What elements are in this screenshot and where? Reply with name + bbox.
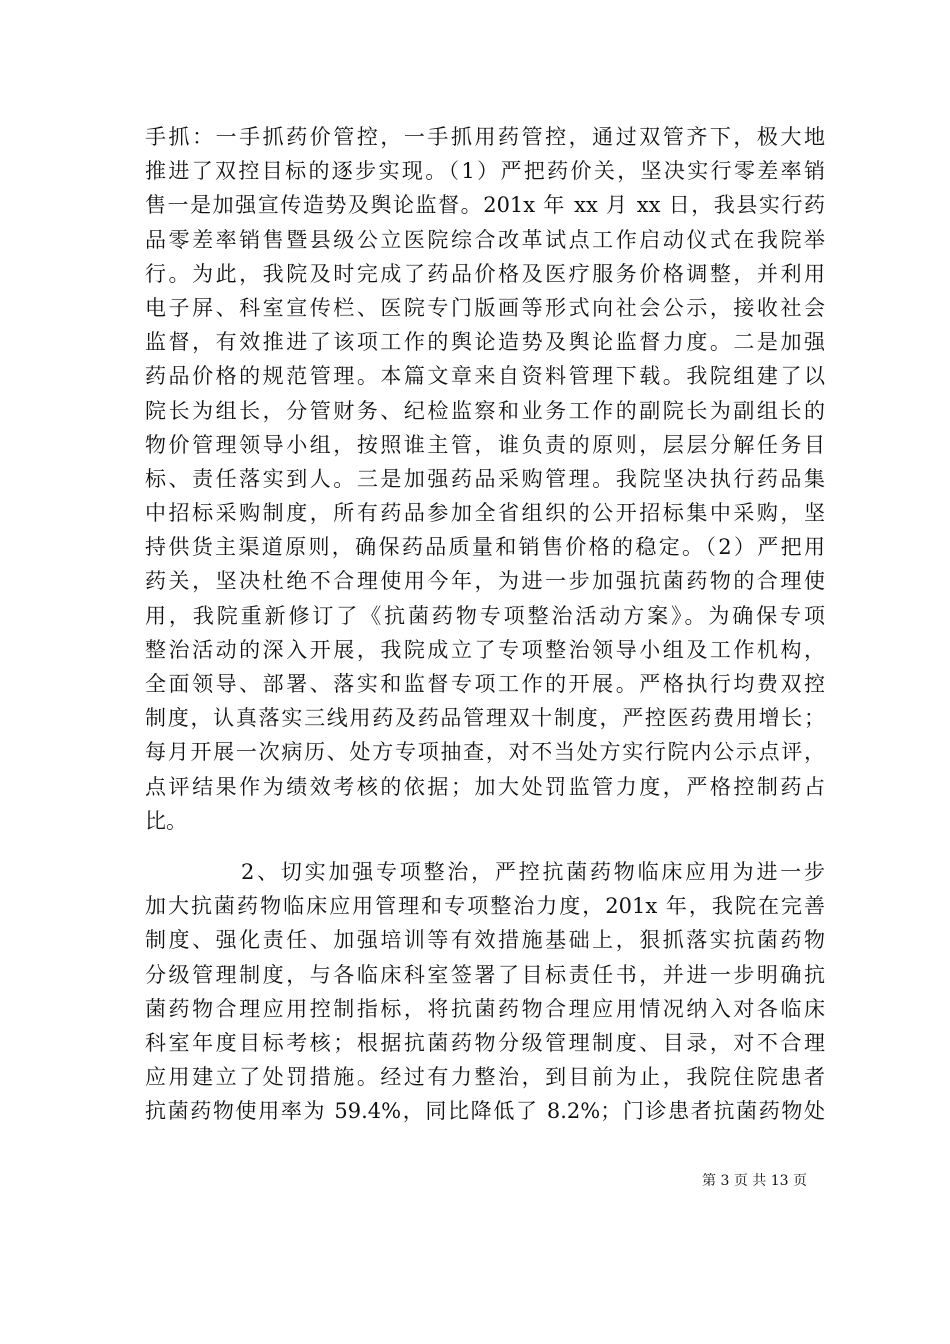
text-line: 用，我院重新修订了《抗菌药物专项整治活动方案》。为确保专项 [145,603,825,628]
text-line: 菌药物合理应用控制指标，将抗菌药物合理应用情况纳入对各临床 [145,996,825,1021]
paragraph-spacer [145,838,825,855]
text-line: 应用建立了处罚措施。经过有力整治，到目前为止，我院住院患者 [145,1065,825,1090]
body-text [145,120,825,1128]
text-line: 制度，认真落实三线用药及药品管理双十制度，严控医药费用增长； [145,706,825,731]
page-number-footer: 第 3 页 共 13 页 [702,1173,807,1189]
text-line: 抗菌药物使用率为 59.4%，同比降低了 8.2%；门诊患者抗菌药物处 [145,1099,825,1124]
text-line: 售一是加强宣传造势及舆论监督。201x 年 xx 月 xx 日，我县实行药 [145,193,825,218]
text-line: 院长为组长，分管财务、纪检监察和业务工作的副院长为副组长的 [145,398,825,423]
text-line: 持供货主渠道原则，确保药品质量和销售价格的稳定。（2）严把用 [145,535,825,560]
text-line: 物价管理领导小组，按照谁主管，谁负责的原则，层层分解任务目 [145,432,825,457]
text-line: 电子屏、科室宣传栏、医院专门版画等形式向社会公示，接收社会 [145,295,825,320]
text-line: 加大抗菌药物临床应用管理和专项整治力度，201x 年，我院在完善 [145,894,825,919]
text-line: 制度、强化责任、加强培训等有效措施基础上，狠抓落实抗菌药物 [145,928,825,953]
text-line: 中招标采购制度，所有药品参加全省组织的公开招标集中采购，坚 [145,501,825,526]
text-line: 点评结果作为绩效考核的依据；加大处罚监管力度，严格控制药占 [145,774,825,799]
text-line: 比。 [145,808,187,833]
text-line: 全面领导、部署、落实和监督专项工作的开展。严格执行均费双控 [145,672,825,696]
text-line: 分级管理制度，与各临床科室签署了目标责任书，并进一步明确抗 [145,962,825,987]
text-line: 2、切实加强专项整治，严控抗菌药物临床应用为进一步 [241,859,825,884]
text-line: 药关，坚决杜绝不合理使用今年，为进一步加强抗菌药物的合理使 [145,569,825,594]
text-line: 标、责任落实到人。三是加强药品采购管理。我院坚决执行药品集 [145,466,825,491]
text-line: 药品价格的规范管理。本篇文章来自资料管理下载。我院组建了以 [145,364,825,389]
paragraph-1 [145,120,825,838]
text-line: 整治活动的深入开展，我院成立了专项整治领导小组及工作机构， [145,637,825,662]
text-line: 行。为此，我院及时完成了药品价格及医疗服务价格调整，并利用 [145,261,825,286]
text-line: 每月开展一次病历、处方专项抽查，对不当处方实行院内公示点评， [145,740,825,765]
paragraph-2 [145,855,825,1129]
text-line: 手抓：一手抓药价管控，一手抓用药管控，通过双管齐下，极大地 [145,125,825,149]
text-line: 科室年度目标考核；根据抗菌药物分级管理制度、目录，对不合理 [145,1030,825,1055]
text-line: 推进了双控目标的逐步实现。（1）严把药价关，坚决实行零差率销 [145,159,825,184]
text-line: 品零差率销售暨县级公立医院综合改革试点工作启动仪式在我院举 [145,227,825,252]
text-line: 监督，有效推进了该项工作的舆论造势及舆论监督力度。二是加强 [145,330,825,355]
